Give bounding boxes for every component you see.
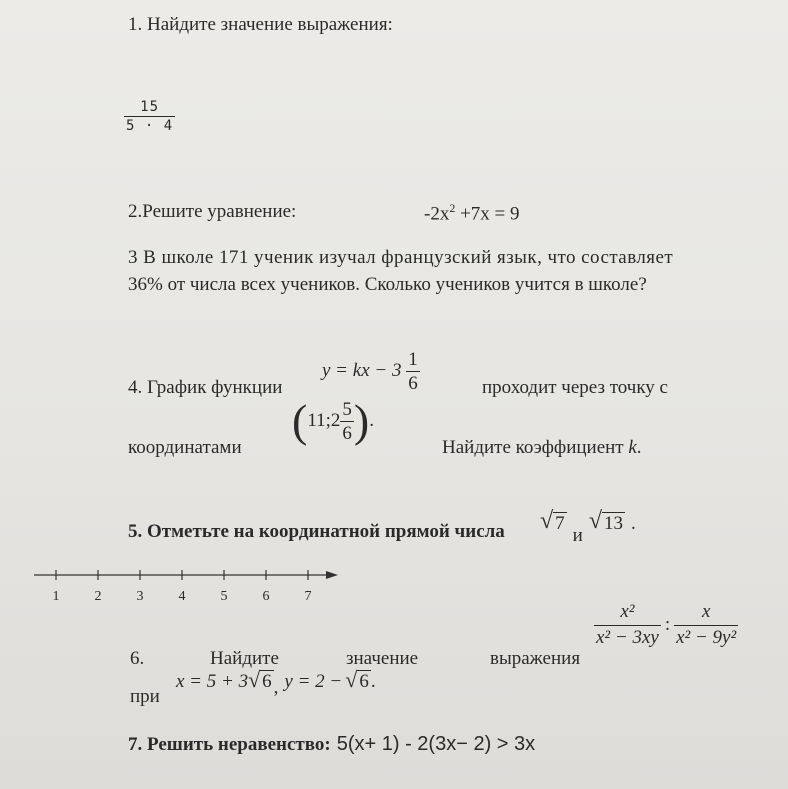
q6-y-end: . bbox=[370, 671, 376, 692]
q5-sqrt-a: 7 bbox=[555, 513, 565, 534]
q1-denominator: 5 · 4 bbox=[126, 118, 174, 134]
q6-comma: , bbox=[273, 677, 279, 698]
q6-y-sqrt: 6 bbox=[359, 671, 369, 692]
question-6-number: 6. bbox=[130, 648, 145, 669]
number-line-tick-label: 6 bbox=[262, 589, 270, 604]
question-6-word-1: Найдите bbox=[210, 648, 279, 669]
number-line-tick-label: 2 bbox=[94, 589, 102, 604]
q4-find-text: Найдите коэффициент bbox=[442, 437, 624, 458]
number-line-tick-label: 1 bbox=[52, 589, 60, 604]
question-6-pri: при bbox=[130, 686, 160, 707]
q6-frac2-num: x bbox=[701, 601, 711, 622]
q6-frac2-den: x² − 9y² bbox=[676, 627, 737, 648]
q4-point-left: 11;2 bbox=[307, 410, 341, 431]
q6-expression bbox=[594, 602, 738, 647]
q7-label: 7. Решить неравенство: bbox=[128, 734, 331, 755]
q4-point-num: 5 bbox=[342, 398, 352, 420]
number-line bbox=[30, 562, 350, 612]
question-1-fraction bbox=[124, 100, 175, 133]
q2-eq-a: -2x bbox=[424, 203, 450, 225]
q6-frac1-den: x² − 3xy bbox=[596, 627, 659, 648]
q1-numerator: 15 bbox=[140, 99, 159, 115]
q4-func-num: 1 bbox=[408, 349, 418, 370]
question-6-word-3: выражения bbox=[490, 648, 581, 669]
number-line-tick-label: 5 bbox=[220, 589, 228, 604]
q4-func-left: y = kx − 3 bbox=[322, 359, 402, 381]
question-4-find bbox=[442, 437, 642, 459]
q6-x-part: x = 5 + 3 bbox=[176, 671, 249, 692]
question-3-line-2: 36% от числа всех учеников. Сколько учеников учится в школе? bbox=[128, 274, 647, 295]
q4-point-den: 6 bbox=[342, 422, 352, 444]
q6-colon: : bbox=[664, 613, 671, 635]
q5-sqrt-b: 13 bbox=[604, 513, 624, 534]
q4-point: ( 11;2 $\frac{5}{6}$ ) . bbox=[292, 395, 374, 446]
q5-roots: √ 7 и √ 13 . bbox=[540, 508, 636, 546]
question-1-text: 1. Найдите значение выражения: bbox=[128, 14, 393, 35]
q4-func-den: 6 bbox=[408, 373, 418, 394]
q6-values: x = 5 + 3 √ 6 , y = 2 − √ 6 . bbox=[176, 667, 376, 698]
question-4-passes: проходит через точку с bbox=[482, 377, 668, 398]
q5-end: . bbox=[631, 513, 636, 534]
q5-text: 5. Отметьте на координатной прямой числа bbox=[128, 521, 505, 542]
number-line-tick-label: 7 bbox=[304, 589, 312, 604]
q2-exponent: 2 bbox=[449, 201, 456, 215]
question-3-line-1: 3 В школе 171 ученик изучал французский язык, что составляет bbox=[128, 247, 674, 268]
q4-find-end: . bbox=[636, 437, 642, 458]
q7-expression: 5(x+ 1) - 2(3x− 2) > 3x bbox=[336, 733, 536, 755]
question-6-word-2: значение bbox=[346, 648, 419, 669]
q4-function bbox=[322, 350, 420, 393]
q5-and: и bbox=[572, 525, 583, 546]
q6-frac1-num: x² bbox=[620, 601, 635, 622]
q6-x-sqrt: 6 bbox=[262, 671, 272, 692]
q2-eq-b: +7x = 9 bbox=[455, 203, 520, 225]
question-2-label: 2.Решите уравнение: bbox=[128, 201, 297, 222]
q6-y-part: y = 2 − bbox=[284, 671, 343, 692]
question-2-equation bbox=[424, 201, 520, 225]
q4-point-dot: . bbox=[369, 410, 374, 431]
question-7 bbox=[128, 733, 535, 756]
question-5 bbox=[128, 521, 505, 543]
q4-find-var: k bbox=[628, 437, 637, 458]
question-4-coords-label: координатами bbox=[128, 437, 242, 458]
number-line-tick-label: 3 bbox=[136, 589, 144, 604]
question-4-label: 4. График функции bbox=[128, 377, 283, 398]
number-line-tick-label: 4 bbox=[178, 589, 186, 604]
